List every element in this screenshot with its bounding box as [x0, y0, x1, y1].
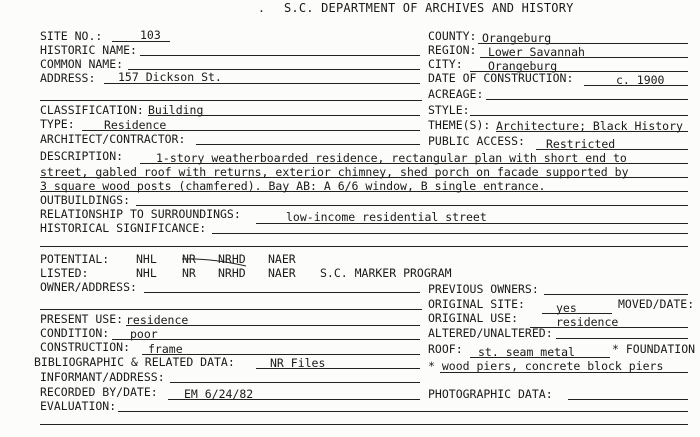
county-line: [478, 43, 688, 44]
description-line-2: street, gabled roof with returns, exterior chimney, shed porch on facade supported by: [40, 165, 629, 179]
evaluation-line-2: [40, 424, 688, 425]
public-access-value: Restricted: [546, 137, 616, 151]
present-use-value: residence: [126, 313, 189, 327]
date-of-construction-label: DATE OF CONSTRUCTION:: [428, 71, 574, 85]
relationship-line: [256, 223, 688, 224]
site-no-label: SITE NO.:: [40, 29, 103, 43]
region-value: Lower Savannah: [488, 45, 585, 59]
original-site-value: yes: [556, 301, 577, 315]
historic-name-line: [140, 55, 420, 56]
themes-label: THEME(S):: [428, 118, 491, 132]
historical-line: [212, 233, 688, 234]
region-line: [480, 57, 688, 58]
informant-line: [170, 382, 420, 383]
altered-line: [556, 338, 688, 339]
header-dot: .: [258, 1, 266, 15]
potential-naer: NAER: [268, 252, 296, 266]
type-value: Residence: [104, 118, 167, 132]
public-access-line: [536, 149, 688, 150]
historical-significance-label: HISTORICAL SIGNIFICANCE:: [40, 221, 207, 235]
present-use-label: PRESENT USE:: [40, 312, 124, 326]
construction-value: frame: [148, 342, 183, 356]
bibliographic-label: BIBLIOGRAPHIC & RELATED DATA:: [34, 355, 235, 369]
address-value: 157 Dickson St.: [118, 70, 222, 84]
style-line: [470, 115, 688, 116]
condition-value: poor: [130, 327, 158, 341]
site-no-value: 103: [140, 28, 161, 42]
themes-value: Architecture; Black History: [496, 119, 683, 133]
previous-owners-label: PREVIOUS OWNERS:: [428, 282, 539, 296]
city-value: Orangeburg: [488, 59, 558, 73]
original-site-line: [542, 313, 612, 314]
themes-line: [496, 131, 688, 132]
foundation-line: [440, 372, 688, 373]
style-label: STYLE:: [428, 103, 470, 117]
blank-line: [40, 246, 688, 247]
address-line: [104, 83, 420, 84]
section-divider: [40, 100, 422, 101]
common-name-label: COMMON NAME:: [40, 57, 124, 71]
description-rule-2: [40, 177, 688, 178]
county-value: Orangeburg: [482, 31, 552, 45]
architect-label: ARCHITECT/CONTRACTOR:: [40, 132, 186, 146]
original-use-line: [530, 327, 688, 328]
description-line-1: 1-story weatherboarded residence, rectangular plan with short end to: [156, 151, 627, 165]
potential-label: POTENTIAL:: [40, 252, 110, 266]
roof-value: st. seam metal: [478, 345, 575, 359]
recorded-label: RECORDED BY/DATE:: [40, 385, 158, 399]
informant-label: INFORMANT/ADDRESS:: [40, 370, 165, 384]
evaluation-label: EVALUATION:: [40, 399, 117, 413]
classification-value: Building: [148, 103, 204, 117]
type-label: TYPE:: [40, 117, 75, 131]
form-title: S.C. DEPARTMENT OF ARCHIVES AND HISTORY: [284, 1, 574, 15]
potential-nrhd: NRHD: [218, 252, 246, 266]
listed-nr: NR: [182, 266, 196, 280]
site-no-line: [112, 41, 170, 42]
acreage-line: [486, 99, 688, 100]
previous-owners-line: [544, 294, 688, 295]
recorded-line: [168, 399, 420, 400]
description-rule-3: [40, 191, 688, 192]
architect-line: [196, 144, 420, 145]
owner-line: [144, 292, 420, 293]
historic-name-label: HISTORIC NAME:: [40, 43, 137, 57]
condition-label: CONDITION:: [40, 326, 110, 340]
date-of-construction-value: c. 1900: [616, 73, 665, 87]
bibliographic-value: NR Files: [270, 356, 326, 370]
biblio-line: [256, 368, 420, 369]
description-label: DESCRIPTION:: [40, 149, 124, 163]
listed-nhl: NHL: [136, 266, 157, 280]
classification-label: CLASSIFICATION:: [40, 103, 144, 117]
photographic-data-label: PHOTOGRAPHIC DATA:: [428, 387, 553, 401]
recorded-value: EM 6/24/82: [184, 387, 254, 401]
evaluation-line: [118, 411, 688, 412]
altered-label: ALTERED/UNALTERED:: [428, 326, 553, 340]
condition-line: [112, 339, 420, 340]
public-access-label: PUBLIC ACCESS:: [428, 134, 525, 148]
outbuildings-label: OUTBUILDINGS:: [40, 193, 131, 207]
potential-nhl: NHL: [136, 252, 157, 266]
original-site-label: ORIGINAL SITE:: [428, 297, 525, 311]
listed-label: LISTED:: [40, 266, 89, 280]
section-divider-2: [40, 309, 422, 310]
description-rule-1: [140, 163, 688, 164]
date-line: [584, 85, 688, 86]
region-label: REGION:: [428, 43, 477, 57]
moved-date-label: MOVED/DATE:: [618, 297, 695, 311]
construction-label: CONSTRUCTION:: [40, 340, 131, 354]
outbuildings-line: [136, 205, 688, 206]
present-use-line: [126, 325, 420, 326]
potential-nr: NR: [182, 252, 196, 266]
photographic-line: [568, 399, 688, 400]
type-line: [82, 130, 420, 131]
address-label: ADDRESS:: [40, 71, 96, 85]
relationship-value: low-income residential street: [286, 210, 487, 224]
foundation-value: * wood piers, concrete block piers: [428, 359, 664, 373]
description-line-3: 3 square wood posts (chamfered). Bay AB: A 6/6 window, B single entrance.: [40, 179, 546, 193]
listed-nrhd: NRHD: [218, 266, 246, 280]
foundation-label: * FOUNDATION: [612, 342, 696, 356]
original-use-label: ORIGINAL USE:: [428, 311, 519, 325]
original-use-value: residence: [556, 315, 619, 329]
listed-naer: NAER: [268, 266, 296, 280]
owner-address-label: OWNER/ADDRESS:: [40, 280, 137, 294]
relationship-label: RELATIONSHIP TO SURROUNDINGS:: [40, 207, 241, 221]
county-label: COUNTY:: [428, 29, 477, 43]
roof-line: [470, 357, 610, 358]
marker-program: S.C. MARKER PROGRAM: [320, 266, 452, 280]
roof-label: ROOF:: [428, 342, 463, 356]
city-label: CITY:: [428, 57, 463, 71]
acreage-label: ACREAGE:: [428, 87, 484, 101]
classification-line: [148, 115, 420, 116]
